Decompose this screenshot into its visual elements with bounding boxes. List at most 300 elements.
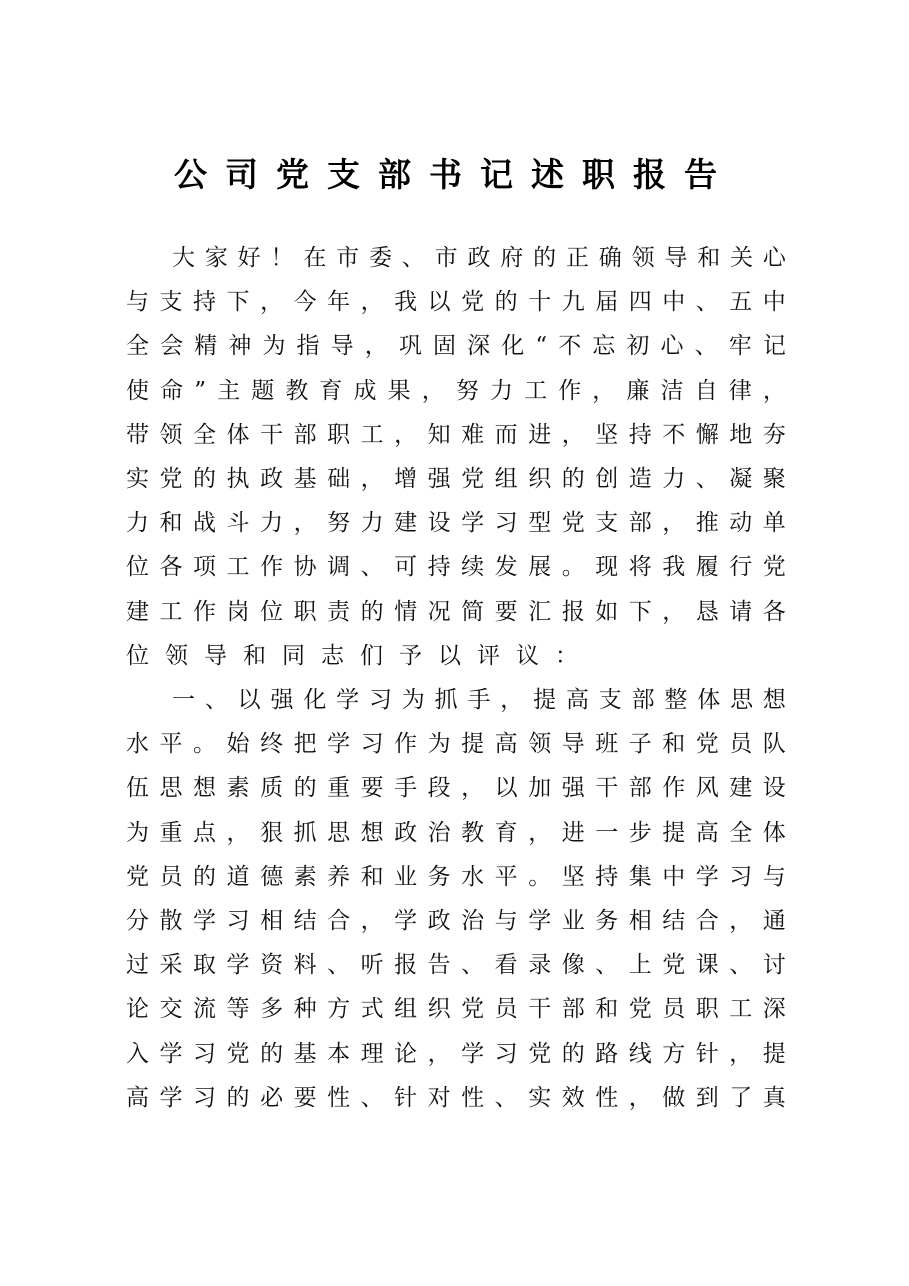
body-glyph: 料 xyxy=(293,952,317,979)
body-glyph: ， xyxy=(360,908,384,934)
body-glyph: 员 xyxy=(159,863,183,890)
body-glyph: 正 xyxy=(565,245,589,271)
body-glyph: 队 xyxy=(762,731,786,758)
body-glyph: 年 xyxy=(327,289,351,316)
body-glyph: 育 xyxy=(494,819,518,846)
body-glyph: 我 xyxy=(394,289,418,316)
body-glyph: 支 xyxy=(595,510,619,537)
body-glyph: 项 xyxy=(193,554,217,581)
body-glyph: 组 xyxy=(394,996,418,1023)
body-glyph: 心 xyxy=(660,333,684,360)
body-glyph: 学 xyxy=(226,952,250,979)
body-glyph: 中 xyxy=(662,289,686,316)
body-glyph: 习 xyxy=(729,863,753,890)
body-glyph: 步 xyxy=(628,819,652,846)
body-glyph: 家 xyxy=(204,245,228,271)
body-glyph: 党 xyxy=(461,289,485,316)
body-glyph: 子 xyxy=(628,731,652,758)
body-glyph: 习 xyxy=(494,1040,518,1067)
body-glyph: 神 xyxy=(228,333,252,360)
body-glyph: 将 xyxy=(628,554,652,581)
body-glyph: 课 xyxy=(695,952,719,979)
body-glyph: 懈 xyxy=(695,421,719,448)
body-glyph: 调 xyxy=(327,554,351,581)
body-glyph: 全 xyxy=(193,421,217,448)
body-glyph: 多 xyxy=(260,996,284,1023)
body-glyph: 政 xyxy=(260,466,284,492)
body-glyph: ， xyxy=(662,510,686,537)
body-glyph: 学 xyxy=(159,1084,183,1111)
body-glyph: 主 xyxy=(217,377,241,404)
body-glyph: 建 xyxy=(394,510,418,537)
body-line xyxy=(126,590,786,634)
body-glyph: 相 xyxy=(628,908,652,934)
body-line xyxy=(126,457,786,501)
body-glyph: 高 xyxy=(126,1084,149,1111)
body-glyph: 。 xyxy=(561,554,585,581)
body-glyph: 坚 xyxy=(595,421,619,448)
body-glyph: 道 xyxy=(226,863,250,890)
body-glyph: 的 xyxy=(193,863,217,890)
body-line xyxy=(172,236,786,280)
body-glyph: 带 xyxy=(126,421,149,448)
body-glyph: 导 xyxy=(330,333,354,360)
body-glyph: 重 xyxy=(159,819,183,846)
body-line xyxy=(126,899,786,943)
body-glyph: 不 xyxy=(662,421,686,448)
body-glyph: 题 xyxy=(251,377,275,404)
body-glyph: 录 xyxy=(528,952,552,979)
body-glyph: 高 xyxy=(565,687,589,713)
body-glyph: 府 xyxy=(500,245,524,271)
body-glyph: 、 xyxy=(360,1084,384,1111)
body-glyph: 进 xyxy=(528,421,552,448)
body-glyph: 一 xyxy=(172,687,195,713)
body-glyph: 导 xyxy=(664,245,688,271)
body-glyph: 性 xyxy=(595,1084,619,1111)
body-glyph: 深 xyxy=(467,333,491,360)
body-glyph: 的 xyxy=(561,466,585,492)
body-glyph: 方 xyxy=(662,1040,686,1067)
body-glyph: 党 xyxy=(695,731,719,758)
body-glyph: 巩 xyxy=(398,333,422,360)
body-glyph: 我 xyxy=(662,554,686,581)
body-glyph: 为 xyxy=(262,333,286,360)
body-glyph: 工 xyxy=(159,598,183,625)
body-glyph: 工 xyxy=(524,377,548,404)
body-glyph: 听 xyxy=(360,952,384,979)
body-glyph: 领 xyxy=(631,245,655,271)
body-glyph: 习 xyxy=(193,1084,217,1111)
body-glyph: 党 xyxy=(226,1040,250,1067)
body-glyph: 学 xyxy=(394,908,418,934)
body-glyph: 党 xyxy=(762,554,786,581)
body-glyph: 请 xyxy=(729,598,753,625)
body-glyph: 要 xyxy=(360,775,384,802)
body-line xyxy=(126,943,786,987)
body-glyph: 效 xyxy=(561,1084,585,1111)
body-glyph: 部 xyxy=(631,687,655,713)
body-line xyxy=(126,545,786,589)
body-glyph: 四 xyxy=(628,289,652,316)
body-glyph: 关 xyxy=(730,245,754,271)
body-glyph: 提 xyxy=(461,731,485,758)
body-glyph: 习 xyxy=(368,687,392,713)
body-line xyxy=(126,1032,786,1076)
document-title: 公司党支部书记述职报告 xyxy=(174,155,735,194)
body-glyph: 单 xyxy=(762,510,786,537)
body-glyph: 履 xyxy=(695,554,719,581)
body-glyph: 、 xyxy=(401,245,425,271)
body-glyph: 的 xyxy=(260,1040,284,1067)
body-glyph: ， xyxy=(762,377,786,404)
body-glyph: 要 xyxy=(494,598,518,625)
body-glyph: 党 xyxy=(561,510,585,537)
body-glyph: 简 xyxy=(461,598,485,625)
body-glyph: 习 xyxy=(193,1040,217,1067)
body-glyph: ， xyxy=(628,1084,652,1111)
body-glyph: 位 xyxy=(260,598,284,625)
body-glyph: 果 xyxy=(387,377,411,404)
body-glyph: 实 xyxy=(528,1084,552,1111)
body-glyph: 建 xyxy=(126,598,149,625)
body-glyph: 干 xyxy=(528,996,552,1023)
body-glyph: 而 xyxy=(494,421,518,448)
body-glyph: 质 xyxy=(260,775,284,802)
body-glyph: 、 xyxy=(327,952,351,979)
body-glyph: 自 xyxy=(694,377,718,404)
body-glyph: 相 xyxy=(260,908,284,934)
body-glyph: 创 xyxy=(595,466,619,492)
body-glyph: 合 xyxy=(327,908,351,934)
body-glyph: 可 xyxy=(394,554,418,581)
body-glyph: 职 xyxy=(293,598,317,625)
body-line xyxy=(126,722,786,766)
body-glyph: ， xyxy=(364,333,388,360)
body-line xyxy=(126,855,786,899)
body-glyph: 平 xyxy=(494,863,518,890)
body-glyph: 抓 xyxy=(434,687,458,713)
body-glyph: 集 xyxy=(628,863,652,890)
body-glyph: 学 xyxy=(461,1040,485,1067)
body-glyph: 九 xyxy=(561,289,585,316)
body-glyph: 工 xyxy=(729,996,753,1023)
body-glyph: 届 xyxy=(595,289,619,316)
body-glyph: 和 xyxy=(595,996,619,1023)
body-glyph: 洁 xyxy=(660,377,684,404)
body-glyph: 展 xyxy=(528,554,552,581)
body-glyph: 领 xyxy=(528,731,552,758)
body-glyph: ， xyxy=(662,598,686,625)
body-glyph: 部 xyxy=(293,421,317,448)
body-glyph: 力 xyxy=(489,377,513,404)
body-glyph: ” xyxy=(194,377,206,404)
body-glyph: 教 xyxy=(461,819,485,846)
body-glyph: 力 xyxy=(662,466,686,492)
body-glyph: 党 xyxy=(662,952,686,979)
body-glyph: 持 xyxy=(193,289,217,316)
body-glyph: 想 xyxy=(762,687,786,713)
body-glyph: 职 xyxy=(327,421,351,448)
body-glyph: 动 xyxy=(729,510,753,537)
body-glyph: 牢 xyxy=(728,333,752,360)
body-glyph: 的 xyxy=(494,289,518,316)
body-glyph: 职 xyxy=(695,996,719,1023)
body-glyph: 市 xyxy=(434,245,458,271)
body-glyph: 部 xyxy=(628,510,652,537)
body-glyph: 结 xyxy=(662,908,686,934)
body-line xyxy=(126,369,786,413)
body-glyph: 命 xyxy=(160,377,184,404)
body-line xyxy=(126,324,786,368)
body-glyph: 廉 xyxy=(626,377,650,404)
body-glyph: 采 xyxy=(159,952,183,979)
body-glyph: 结 xyxy=(293,908,317,934)
body-glyph: 会 xyxy=(160,333,184,360)
body-glyph: 报 xyxy=(394,952,418,979)
body-glyph: 予 xyxy=(399,642,422,669)
body-glyph: 段 xyxy=(427,775,451,802)
body-glyph: 上 xyxy=(628,952,652,979)
body-glyph: 和 xyxy=(243,642,266,669)
body-glyph: 行 xyxy=(729,554,753,581)
body-glyph: 终 xyxy=(260,731,284,758)
body-glyph: ， xyxy=(592,377,616,404)
body-glyph: 进 xyxy=(561,819,585,846)
body-glyph: 恳 xyxy=(695,598,719,625)
body-glyph: 们 xyxy=(360,642,383,669)
body-glyph: 过 xyxy=(126,952,149,979)
body-glyph: 化 xyxy=(501,333,525,360)
body-line xyxy=(126,280,786,324)
body-glyph: 思 xyxy=(327,819,351,846)
body-glyph: 地 xyxy=(729,421,753,448)
body-glyph: 为 xyxy=(401,687,425,713)
body-glyph: 今 xyxy=(293,289,317,316)
body-glyph: 中 xyxy=(762,289,786,316)
body-glyph: 把 xyxy=(293,731,317,758)
body-glyph: 导 xyxy=(561,731,585,758)
body-glyph: 以 xyxy=(237,687,261,713)
body-glyph: ， xyxy=(260,289,284,316)
body-glyph: 为 xyxy=(427,731,451,758)
body-glyph: 和 xyxy=(697,245,721,271)
body-glyph: 风 xyxy=(695,775,719,802)
body-glyph: 学 xyxy=(695,863,719,890)
body-glyph: 抓 xyxy=(293,819,317,846)
body-glyph: 志 xyxy=(321,642,344,669)
body-glyph: ， xyxy=(561,421,585,448)
body-glyph: 以 xyxy=(427,289,451,316)
body-glyph: 高 xyxy=(494,731,518,758)
body-glyph: 位 xyxy=(126,642,149,669)
body-glyph: 中 xyxy=(662,863,686,890)
body-glyph: 导 xyxy=(204,642,227,669)
body-glyph: 体 xyxy=(226,421,250,448)
body-glyph: 和 xyxy=(159,510,183,537)
body-glyph: 要 xyxy=(293,1084,317,1111)
body-glyph: 发 xyxy=(494,554,518,581)
body-glyph: 党 xyxy=(461,996,485,1023)
body-glyph: 育 xyxy=(319,377,343,404)
body-glyph: 政 xyxy=(394,819,418,846)
body-glyph: 、 xyxy=(204,687,228,713)
body-glyph: ， xyxy=(427,1040,451,1067)
body-glyph: 水 xyxy=(126,731,149,758)
body-glyph: 手 xyxy=(394,775,418,802)
body-glyph: 务 xyxy=(595,908,619,934)
body-line xyxy=(126,1076,786,1120)
body-glyph: 力 xyxy=(360,510,384,537)
body-glyph: 执 xyxy=(226,466,250,492)
body-line xyxy=(126,413,786,457)
body-glyph: 律 xyxy=(728,377,752,404)
body-glyph: 讨 xyxy=(762,952,786,979)
body-glyph: 精 xyxy=(194,333,218,360)
body-glyph: 报 xyxy=(561,598,585,625)
body-glyph: 加 xyxy=(528,775,552,802)
body-glyph: 。 xyxy=(528,863,552,890)
body-glyph: 努 xyxy=(455,377,479,404)
body-glyph: 论 xyxy=(126,996,149,1023)
body-glyph: 况 xyxy=(427,598,451,625)
body-glyph: 素 xyxy=(226,775,250,802)
body-glyph: 政 xyxy=(427,908,451,934)
body-glyph: 思 xyxy=(730,687,754,713)
body-glyph: 到 xyxy=(695,1084,719,1111)
body-glyph: 理 xyxy=(360,1040,384,1067)
body-glyph: 作 xyxy=(662,775,686,802)
body-glyph: 大 xyxy=(172,245,195,271)
body-glyph: 础 xyxy=(327,466,351,492)
body-glyph: 的 xyxy=(561,1040,585,1067)
body-glyph: ， xyxy=(226,819,250,846)
body-glyph: 强 xyxy=(561,775,585,802)
body-glyph: 强 xyxy=(427,466,451,492)
body-glyph: 固 xyxy=(432,333,456,360)
body-glyph: 等 xyxy=(226,996,250,1023)
body-glyph: 平 xyxy=(159,731,183,758)
body-glyph: 聚 xyxy=(762,466,786,492)
body-line xyxy=(172,678,786,722)
body-glyph: 支 xyxy=(159,289,183,316)
body-glyph: 分 xyxy=(126,908,149,934)
body-glyph: 增 xyxy=(394,466,418,492)
body-glyph: 、 xyxy=(360,554,384,581)
body-glyph: 的 xyxy=(226,1084,250,1111)
body-glyph: 了 xyxy=(729,1084,753,1111)
body-glyph: 班 xyxy=(595,731,619,758)
body-glyph: 作 xyxy=(260,554,284,581)
body-glyph: ， xyxy=(500,687,524,713)
body-glyph: 提 xyxy=(762,1040,786,1067)
body-glyph: 对 xyxy=(427,1084,451,1111)
body-glyph: 狠 xyxy=(260,819,284,846)
body-glyph: ， xyxy=(461,775,485,802)
body-glyph: 必 xyxy=(260,1084,284,1111)
body-glyph: 斗 xyxy=(226,510,250,537)
body-glyph: 素 xyxy=(293,863,317,890)
body-glyph: 习 xyxy=(360,731,384,758)
body-glyph: 体 xyxy=(697,687,721,713)
body-glyph: 如 xyxy=(595,598,619,625)
body-glyph: 党 xyxy=(528,1040,552,1067)
body-glyph: 全 xyxy=(729,819,753,846)
body-glyph: 的 xyxy=(533,245,557,271)
body-glyph: 记 xyxy=(762,333,786,360)
body-glyph: 政 xyxy=(467,245,491,271)
body-glyph: 坚 xyxy=(561,863,585,890)
body-glyph: 高 xyxy=(695,819,719,846)
body-glyph: 部 xyxy=(561,996,585,1023)
body-glyph: 本 xyxy=(327,1040,351,1067)
body-glyph: 性 xyxy=(461,1084,485,1111)
body-line xyxy=(126,634,786,678)
body-glyph: 情 xyxy=(394,598,418,625)
body-glyph: 合 xyxy=(695,908,719,934)
body-glyph: 努 xyxy=(327,510,351,537)
body-glyph: 学 xyxy=(336,687,360,713)
body-glyph: 推 xyxy=(695,510,719,537)
body-glyph: 式 xyxy=(360,996,384,1023)
body-glyph: 、 xyxy=(595,952,619,979)
body-glyph: 与 xyxy=(494,908,518,934)
body-glyph: 党 xyxy=(126,863,149,890)
body-glyph: 入 xyxy=(126,1040,149,1067)
body-glyph: 以 xyxy=(494,775,518,802)
body-glyph: 和 xyxy=(662,731,686,758)
body-glyph: 领 xyxy=(159,421,183,448)
body-glyph: 下 xyxy=(226,289,250,316)
body-glyph: 点 xyxy=(193,819,217,846)
body-glyph: 资 xyxy=(260,952,284,979)
body-glyph: 想 xyxy=(360,819,384,846)
body-line xyxy=(126,987,786,1031)
body-glyph: 忘 xyxy=(592,333,616,360)
body-glyph: 使 xyxy=(126,377,149,404)
body-glyph: 提 xyxy=(662,819,686,846)
body-glyph: 党 xyxy=(628,996,652,1023)
body-glyph: 岗 xyxy=(226,598,250,625)
body-glyph: 学 xyxy=(193,908,217,934)
body-glyph: 部 xyxy=(628,775,652,802)
body-glyph: 像 xyxy=(561,952,585,979)
body-glyph: 与 xyxy=(762,863,786,890)
body-glyph: 性 xyxy=(327,1084,351,1111)
body-glyph: 体 xyxy=(762,819,786,846)
body-glyph: 的 xyxy=(360,598,384,625)
body-glyph: 水 xyxy=(461,863,485,890)
body-glyph: ， xyxy=(729,1040,753,1067)
body-glyph: ： xyxy=(555,642,578,669)
body-glyph: 组 xyxy=(494,466,518,492)
body-glyph: 取 xyxy=(193,952,217,979)
body-glyph: 线 xyxy=(628,1040,652,1067)
body-glyph: 基 xyxy=(293,1040,317,1067)
body-glyph: 提 xyxy=(533,687,557,713)
body-glyph: 看 xyxy=(494,952,518,979)
body-glyph: 评 xyxy=(477,642,500,669)
body-glyph: 同 xyxy=(282,642,305,669)
body-glyph: 心 xyxy=(762,245,786,271)
body-glyph: 作 xyxy=(394,731,418,758)
body-glyph: 领 xyxy=(165,642,188,669)
body-glyph: 全 xyxy=(126,333,149,360)
body-glyph: 员 xyxy=(662,996,686,1023)
body-glyph: 、 xyxy=(695,466,719,492)
body-glyph: 交 xyxy=(159,996,183,1023)
body-glyph: 与 xyxy=(126,289,149,316)
